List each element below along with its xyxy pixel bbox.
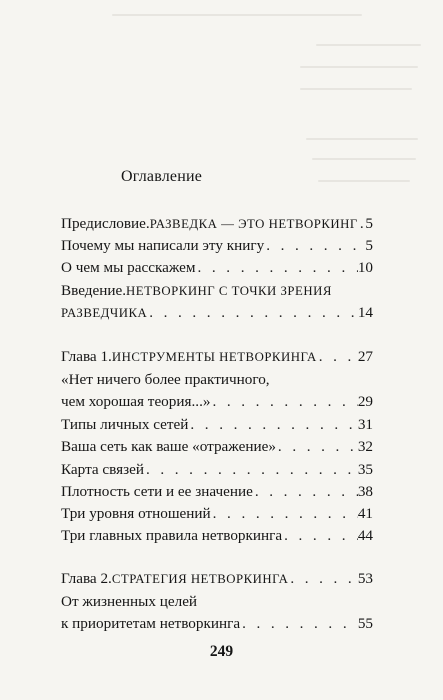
leader-dots [276, 436, 358, 458]
entry-page: 29 [357, 392, 373, 410]
leader-dots [210, 391, 357, 413]
show-through-line [300, 66, 418, 68]
leader-dots [196, 257, 358, 279]
toc-line [61, 346, 373, 368]
entry-page: 38 [357, 483, 373, 500]
leader-dots [211, 503, 358, 525]
show-through-line [318, 180, 410, 182]
toc-line [61, 436, 373, 458]
toc-entry [61, 257, 373, 279]
toc-line [61, 568, 373, 590]
toc-line [61, 414, 373, 436]
toc-entry [61, 503, 373, 525]
entry-caps-title: РАЗВЕДКА — ЭТО НЕТВОРКИНГ [149, 217, 358, 231]
toc-entry [61, 346, 373, 368]
entry-page: 41 [357, 505, 373, 522]
toc-line [61, 591, 373, 613]
page-number: 249 [209, 643, 234, 660]
toc-entry [61, 235, 373, 257]
leader-dots [147, 302, 358, 324]
leader-dots [288, 568, 357, 590]
entry-label: Почему мы написали эту книгу [61, 237, 265, 254]
entry-page: 5 [365, 237, 373, 254]
show-through-line [316, 44, 421, 46]
entry-label: Введение. [61, 282, 127, 299]
entry-page: 55 [357, 614, 373, 632]
toc-entry [61, 213, 373, 235]
entry-caps-title: РАЗВЕДЧИКА [61, 305, 148, 320]
entry-page: 5 [365, 215, 373, 232]
entry-page: 44 [357, 527, 373, 544]
toc-entry [61, 525, 373, 547]
show-through-line [306, 138, 418, 140]
leader-dots [240, 613, 358, 635]
toc-entry [61, 459, 373, 481]
toc-entry [61, 568, 373, 590]
toc-line [61, 213, 373, 235]
entry-label: к приоритетам нетворкинга [61, 614, 241, 632]
leader-dots [188, 414, 357, 436]
entry-label: От жизненных целей [61, 593, 198, 610]
toc-entry [61, 591, 373, 634]
entry-label: Глава 1. [61, 348, 112, 365]
show-through-line [300, 88, 412, 90]
leader-dots [264, 235, 365, 257]
leader-dots [282, 525, 358, 547]
entry-label: Ваша сеть как ваше «отражение» [61, 438, 276, 455]
entry-page: 35 [357, 461, 373, 478]
toc-title: Оглавление [121, 168, 203, 185]
toc-line [61, 613, 373, 635]
entry-label: Плотность сети и ее значение [61, 483, 253, 500]
toc-line [61, 459, 373, 481]
toc-entry [61, 436, 373, 458]
leader-dots [144, 459, 358, 481]
entry-label: чем хорошая теория...» [61, 392, 211, 410]
entry-page: 27 [357, 348, 373, 365]
entry-page: 14 [357, 303, 373, 321]
entry-label: Предисловие. [61, 215, 150, 232]
toc-line [61, 525, 373, 547]
entry-caps-title: СТРАТЕГИЯ НЕТВОРКИНГА [111, 572, 289, 586]
entry-page: 53 [357, 570, 373, 587]
entry-label: Три главных правила нетворкинга [61, 527, 283, 544]
entry-label: О чем мы расскажем [61, 259, 196, 276]
entry-label: Глава 2. [61, 570, 112, 587]
entry-page: 32 [357, 438, 373, 455]
toc-line [61, 302, 373, 324]
show-through-line [112, 14, 362, 16]
entry-caps-title: ИНСТРУМЕНТЫ НЕТВОРКИНГА [111, 350, 317, 364]
entry-label: Типы личных сетей [61, 416, 189, 433]
entry-page: 31 [357, 416, 373, 433]
toc-line [61, 280, 373, 302]
entry-page: 10 [357, 259, 373, 276]
toc-line [61, 481, 373, 503]
toc-entry [61, 481, 373, 503]
leader-dots [358, 213, 366, 235]
toc-entry [61, 369, 373, 412]
entry-caps-title: НЕТВОРКИНГ С ТОЧКИ ЗРЕНИЯ [126, 284, 332, 298]
toc-line [61, 391, 373, 413]
leader-dots [253, 481, 358, 503]
toc-line [61, 235, 373, 257]
entry-label: «Нет ничего более практичного, [61, 371, 270, 388]
leader-dots [317, 346, 358, 368]
toc-line [61, 257, 373, 279]
toc-line [61, 369, 373, 391]
entry-label: Три уровня отношений [61, 505, 211, 522]
toc-entry [61, 280, 373, 323]
entry-label: Карта связей [61, 461, 144, 478]
toc-line [61, 503, 373, 525]
show-through-line [312, 158, 416, 160]
toc-entry [61, 414, 373, 436]
